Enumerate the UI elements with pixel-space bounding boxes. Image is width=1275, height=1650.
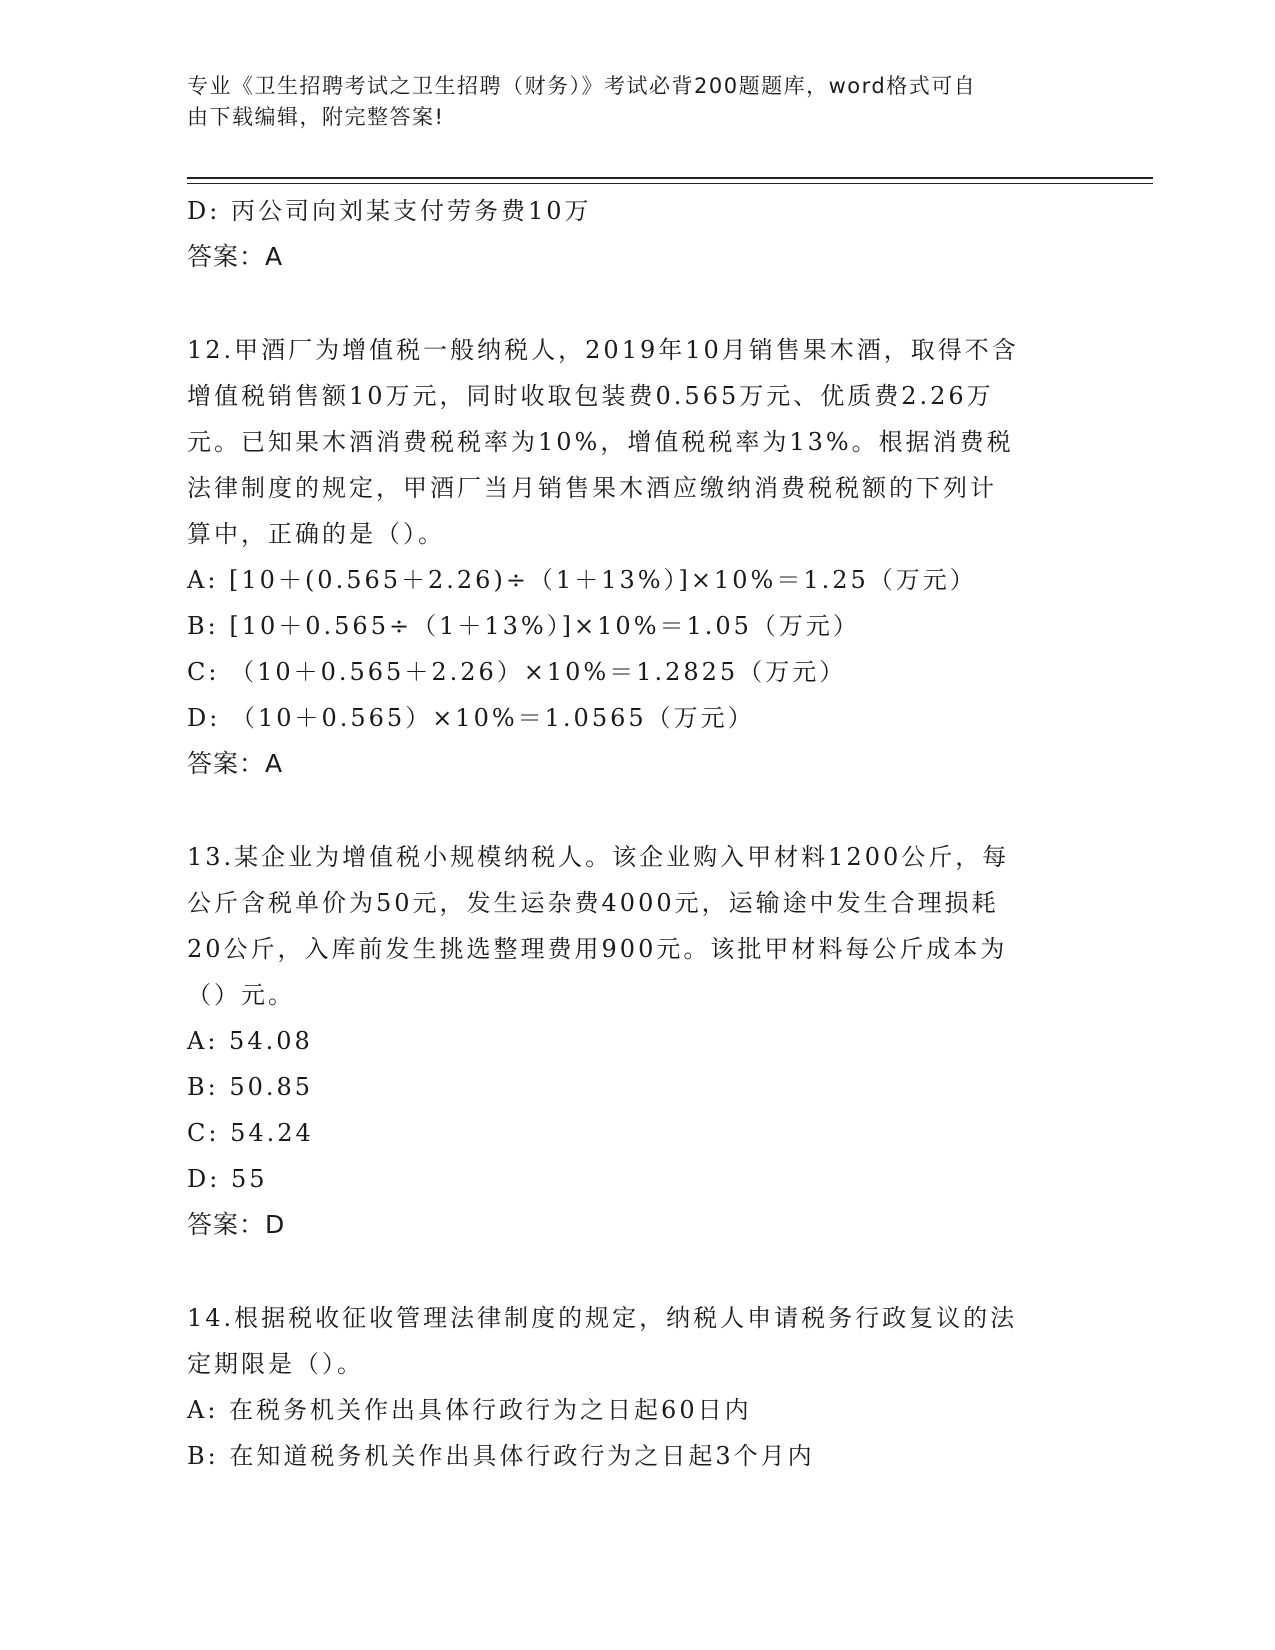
spacer bbox=[187, 1248, 1087, 1295]
question-stem-line: 元。已知果木酒消费税税率为10%，增值税税率为13%。根据消费税 bbox=[187, 428, 1014, 456]
question-stem-line: 算中，正确的是（）。 bbox=[187, 520, 445, 548]
header-line-2: 由下载编辑，附完整答案! bbox=[187, 105, 445, 129]
header-rule-thick bbox=[187, 177, 1153, 179]
question-13 bbox=[187, 834, 1087, 1248]
question-stem-line: 20公斤，入库前发生挑选整理费用900元。该批甲材料每公斤成本为 bbox=[187, 935, 1008, 963]
answer-label: 答案：D bbox=[187, 1210, 286, 1239]
question-14 bbox=[187, 1295, 1087, 1479]
option-a: A: [10＋(0.565＋2.26)÷（1＋13%）]×10%＝1.25（万元） bbox=[187, 566, 977, 594]
header-line-1: 专业《卫生招聘考试之卫生招聘（财务）》考试必背200题题库，word格式可自 bbox=[187, 74, 977, 98]
option-d: D: （10＋0.565）×10%＝1.0565（万元） bbox=[187, 704, 755, 732]
document-header bbox=[187, 71, 1067, 133]
document-body bbox=[187, 188, 1087, 1479]
question-stem-line: 12.甲酒厂为增值税一般纳税人，2019年10月销售果木酒，取得不含 bbox=[187, 336, 1019, 364]
question-stem-line: 公斤含税单价为50元，发生运杂费4000元，运输途中发生合理损耗 bbox=[187, 889, 999, 917]
question-stem-line: 法律制度的规定，甲酒厂当月销售果木酒应缴纳消费税税额的下列计 bbox=[187, 474, 997, 502]
question-stem-line: 定期限是（）。 bbox=[187, 1350, 364, 1378]
question-stem-line: （）元。 bbox=[187, 981, 295, 1009]
option-d: D: 丙公司向刘某支付劳务费10万 bbox=[187, 197, 592, 225]
previous-question-tail bbox=[187, 188, 1087, 280]
question-stem-line: 14.根据税收征收管理法律制度的规定，纳税人申请税务行政复议的法 bbox=[187, 1304, 1018, 1332]
question-12 bbox=[187, 327, 1087, 787]
answer-label: 答案：A bbox=[187, 749, 284, 778]
answer-label: 答案：A bbox=[187, 242, 284, 271]
option-a: A: 54.08 bbox=[187, 1027, 313, 1055]
option-b: B: 在知道税务机关作出具体行政行为之日起3个月内 bbox=[187, 1442, 815, 1470]
option-b: B: [10＋0.565÷（1＋13%）]×10%＝1.05（万元） bbox=[187, 612, 860, 640]
spacer bbox=[187, 787, 1087, 834]
option-c: C: 54.24 bbox=[187, 1119, 314, 1147]
question-stem-line: 增值税销售额10万元，同时收取包装费0.565万元、优质费2.26万 bbox=[187, 382, 994, 410]
option-d: D: 55 bbox=[187, 1165, 268, 1193]
option-c: C: （10＋0.565＋2.26）×10%＝1.2825（万元） bbox=[187, 658, 847, 686]
option-a: A: 在税务机关作出具体行政行为之日起60日内 bbox=[187, 1396, 752, 1424]
spacer bbox=[187, 280, 1087, 327]
option-b: B: 50.85 bbox=[187, 1073, 314, 1101]
header-rule-thin bbox=[187, 183, 1153, 184]
question-stem-line: 13.某企业为增值税小规模纳税人。该企业购入甲材料1200公斤，每 bbox=[187, 843, 1010, 871]
